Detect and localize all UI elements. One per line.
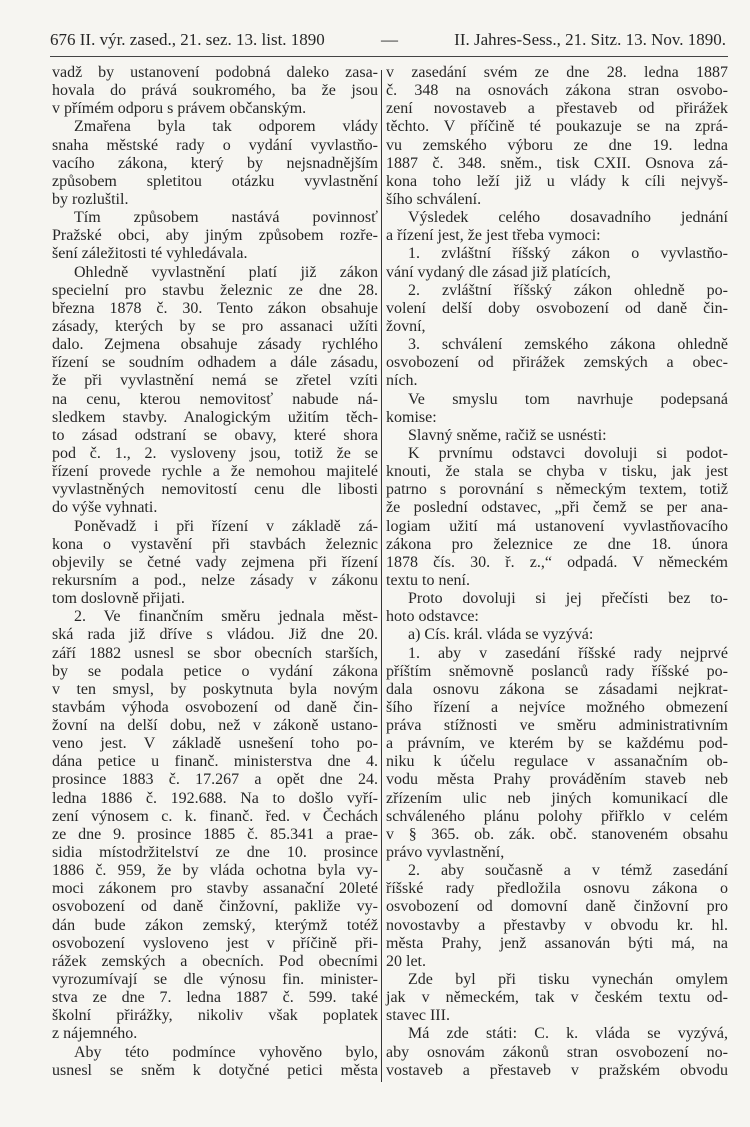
text-line: knouti, že stala se chyba v tisku, jak jest <box>386 463 728 481</box>
text-line: specielní pro stavbu železnic ze dne 28. <box>52 281 378 299</box>
text-line: 1. zvláštní říšský zákon o vyvlastňo- <box>408 245 728 263</box>
text-line: vadž by ustanovení podobná daleko zasa- <box>52 64 378 81</box>
text-line: usnesl se sněm k dotyčné petici města <box>52 1061 378 1079</box>
text-line: v § 365. ob. zák. obč. stanoveném obsahu <box>386 825 728 843</box>
text-line: ledna 1886 č. 192.688. Na to došlo vyří- <box>52 789 378 807</box>
text-line: 2. aby současně a v témž zasedání <box>408 862 728 880</box>
text-line: č. 348 na osnovách zákona stran osvobo- <box>386 82 728 100</box>
text-line: zení výnosem c. k. finanč. řed. v Čechách <box>52 807 378 825</box>
text-line: příštím sněmovně poslanců rady říšské po- <box>386 662 728 680</box>
text-line: kona o vystavění při stavbách železnic <box>52 535 378 553</box>
column-divider <box>381 70 382 1082</box>
text-line: to zásad odstraní se obavy, které shora <box>52 426 378 444</box>
text-line: zákona pro železnice ze dne 18. února <box>386 535 728 553</box>
text-line: do výše vyhnati. <box>52 499 158 517</box>
text-line: na cenu, kterou nemovitosť nabude ná- <box>52 390 378 408</box>
text-line: a) Cís. král. vláda se vyzývá: <box>408 626 594 644</box>
text-line: zení novostaveb a přestaveb od přirážek <box>386 100 728 118</box>
text-line: kona toho leží již u vlády k cíli nejvyš- <box>386 172 728 190</box>
text-line: pod č. 1., 2. vysloveny jsou, totiž že se <box>52 444 378 462</box>
text-line: objevily se četné vady zejmena při řízení <box>52 553 378 571</box>
text-line: 1878 čís. 30. ř. z.,“ odpadá. V německém <box>386 553 728 571</box>
text-line: ních. <box>386 372 418 390</box>
header-dash: — <box>380 30 398 49</box>
text-line: sidia místodržitelství ze dne 10. prosince <box>52 844 378 862</box>
text-line: šího řízení a nejvíce možného obmezení <box>386 698 728 716</box>
text-line: vyrozumívají se dle výnosu fin. minister- <box>52 971 378 989</box>
text-line: Pražské obci, aby jiným způsobem rozře- <box>52 227 378 245</box>
text-line: osvobození od daně činžovní, pakliže vy- <box>52 898 378 916</box>
text-line: způsobem spletitou otázku vyvlastnění <box>52 172 378 190</box>
text-line: 1. aby v zasedání říšské rady nejprvé <box>408 644 728 662</box>
text-line: textu to není. <box>386 571 470 589</box>
text-line: vání vydaný dle zásad již platících, <box>386 263 611 281</box>
text-line: 2. zvláštní říšský zákon ohledně po- <box>408 281 728 299</box>
text-line: Ve smyslu tom navrhuje podepsaná <box>408 390 728 408</box>
text-line: Slavný sněme, račiž se usnésti: <box>408 426 607 444</box>
text-line: školní přirážky, nikoliv však poplatek <box>52 1007 378 1025</box>
text-line: jak v německém, tak v českém textu od- <box>386 989 728 1007</box>
text-line: tom doslovně přijati. <box>52 590 185 608</box>
text-line: dalo. Zejmena obsahuje zásady rychlého <box>52 336 378 354</box>
text-line: novostavby a přestavby v obvodu kr. hl. <box>386 916 728 934</box>
text-line: moci zákonem pro stavby assanační 20leté <box>52 880 378 898</box>
text-line: vodu města Prahy prováděním staveb neb <box>386 771 728 789</box>
right-column <box>386 64 728 1080</box>
text-line: v zasedání svém ze dne 28. ledna 1887 <box>386 64 728 81</box>
text-line: aby osnovám zákonů stran osvobození no- <box>386 1043 728 1061</box>
text-line: volení delší doby osvobození od daně čin- <box>386 299 728 317</box>
text-line: práva stížnosti ve směru administrativním <box>386 717 728 735</box>
text-line: hoto odstavce: <box>386 608 479 626</box>
text-line: Aby této podmínce vyhověno bylo, <box>74 1043 378 1061</box>
text-line: že poslední odstavec, „při čemž se per ana- <box>386 499 728 517</box>
text-line: března 1878 č. 30. Tento zákon obsahuje <box>52 299 378 317</box>
text-line: zřízením ulic neb jiných komunikací dle <box>386 789 728 807</box>
text-line: Má zde státi: C. k. vláda se vyzývá, <box>408 1025 728 1043</box>
header-german: II. Jahres-Sess., 21. Sitz. 13. Nov. 1890. <box>454 30 726 49</box>
text-line: že při vyvlastnění nemá se zřetel vzíti <box>52 372 378 390</box>
text-line: Poněvadž i při řízení v základě zá- <box>74 517 378 535</box>
text-line: právo vyvlastnění, <box>386 844 505 862</box>
text-line: patrno s porovnání s německým textem, totiž <box>386 481 728 499</box>
text-line: vacího zákona, který by nejsnadnějším <box>52 154 378 172</box>
text-line: snaha městské rady o vydání vyvlastňo- <box>52 136 378 154</box>
text-line: osvobození vysloveno jest v příčině při- <box>52 934 378 952</box>
text-line: řízení se soudním odhadem a dále zásadu, <box>52 354 378 372</box>
text-line: 3. schválení zemského zákona ohledně <box>408 336 728 354</box>
text-line: vu zemského výboru ze dne 19. ledna <box>386 136 728 154</box>
text-line: dala osnovu zákona se zásadami nejkrat- <box>386 680 728 698</box>
text-line: rážek zemských a obecních. Pod obecními <box>52 952 378 970</box>
text-line: osvobození od přirážek zemských a obec- <box>386 354 728 372</box>
text-line: prosince 1883 č. 17.267 a opět dne 24. <box>52 771 378 789</box>
text-line: 20 let. <box>386 952 426 970</box>
text-line: Zde byl při tisku vynechán omylem <box>408 971 728 989</box>
text-line: Ohledně vyvlastnění platí již zákon <box>74 263 378 281</box>
text-line: a řízení jest, že jest třeba vymoci: <box>386 227 601 245</box>
text-line: dána petice u finanč. ministerstva dne 4. <box>52 753 378 771</box>
text-line: Zmařena byla tak odporem vlády <box>74 118 378 136</box>
header-rule <box>50 56 728 57</box>
text-line: Tím způsobem nastává povinnosť <box>74 209 378 227</box>
text-line: rekursním a pod., nelze zásady v zákonu <box>52 571 378 589</box>
text-line: těchto. V příčině té poukazuje se na zprá- <box>386 118 728 136</box>
text-line: 2. Ve finančním směru jednala měst- <box>74 608 378 626</box>
text-line: stva ze dne 7. ledna 1887 č. 599. také <box>52 989 378 1007</box>
text-line: září 1882 usnesl se sbor obecních starších, <box>52 644 378 662</box>
text-line: logiam užití má ustanovení vyvlastňovacího <box>386 517 728 535</box>
text-line: schváleného plánu polohy přiřklo v celém <box>386 807 728 825</box>
text-line: ze dne 9. prosince 1885 č. 85.341 a prae- <box>52 825 378 843</box>
text-line: stavbám výhoda osvobození od daně čin- <box>52 698 378 716</box>
header-czech: 676 II. výr. zased., 21. sez. 13. list. 1890 <box>50 30 325 49</box>
text-line: v ten smysl, by poskytnuta byla novým <box>52 680 378 698</box>
running-header <box>50 30 726 52</box>
text-line: říšské rady předložila osnovu zákona o <box>386 880 728 898</box>
text-line: zásady, kterých by se pro assanaci užíti <box>52 317 378 335</box>
text-line: řízení provede rychle a že nemohou majitelé <box>52 463 378 481</box>
text-line: osvobození od domovní daně činžovní pro <box>386 898 728 916</box>
text-line: stavec III. <box>386 1007 450 1025</box>
text-line: v přímém odporu s právem občanským. <box>52 100 307 118</box>
text-line: K prvnímu odstavci dovoluji si podot- <box>408 444 728 462</box>
text-line: ská rada již dříve s vládou. Již dne 20. <box>52 626 378 644</box>
text-line: šího schválení. <box>386 190 482 208</box>
text-line: z nájemného. <box>52 1025 138 1043</box>
text-line: Proto dovoluji si jej přečísti bez to- <box>408 590 728 608</box>
left-column <box>52 64 378 1080</box>
text-line: hovala do prává soukromého, ba že jsou <box>52 82 378 100</box>
text-line: niku k účelu regulace v assanačním ob- <box>386 753 728 771</box>
text-line: šení záležitosti té vyhledávala. <box>52 245 248 263</box>
text-line: by se podala petice o vydání zákona <box>52 662 378 680</box>
text-line: vostaveb a přestaveb v pražském obvodu <box>386 1061 728 1079</box>
text-line: Výsledek celého dosavadního jednání <box>408 209 728 227</box>
text-line: vyvlastněných nemovitostí cenu dle libosti <box>52 481 378 499</box>
text-line: sledkem stavby. Analogickým užitím těch- <box>52 408 378 426</box>
text-line: komise: <box>386 408 437 426</box>
text-line: žovní na delší dobu, než v zákoně ustano- <box>52 717 378 735</box>
text-line: 1886 č. 959, že by vláda ochotna byla vy- <box>52 862 378 880</box>
text-line: 1887 č. 348. sněm., tisk CXII. Osnova zá- <box>386 154 728 172</box>
text-line: dán bude zákon zemský, kterýmž totéž <box>52 916 378 934</box>
text-line: veno jest. V základě usnešení toho po- <box>52 735 378 753</box>
text-line: a právním, ve kterém by se každému pod- <box>386 735 728 753</box>
text-line: by rozluštil. <box>52 190 129 208</box>
text-line: města Prahy, jenž assanován býti má, na <box>386 934 728 952</box>
text-line: žovní, <box>386 317 426 335</box>
